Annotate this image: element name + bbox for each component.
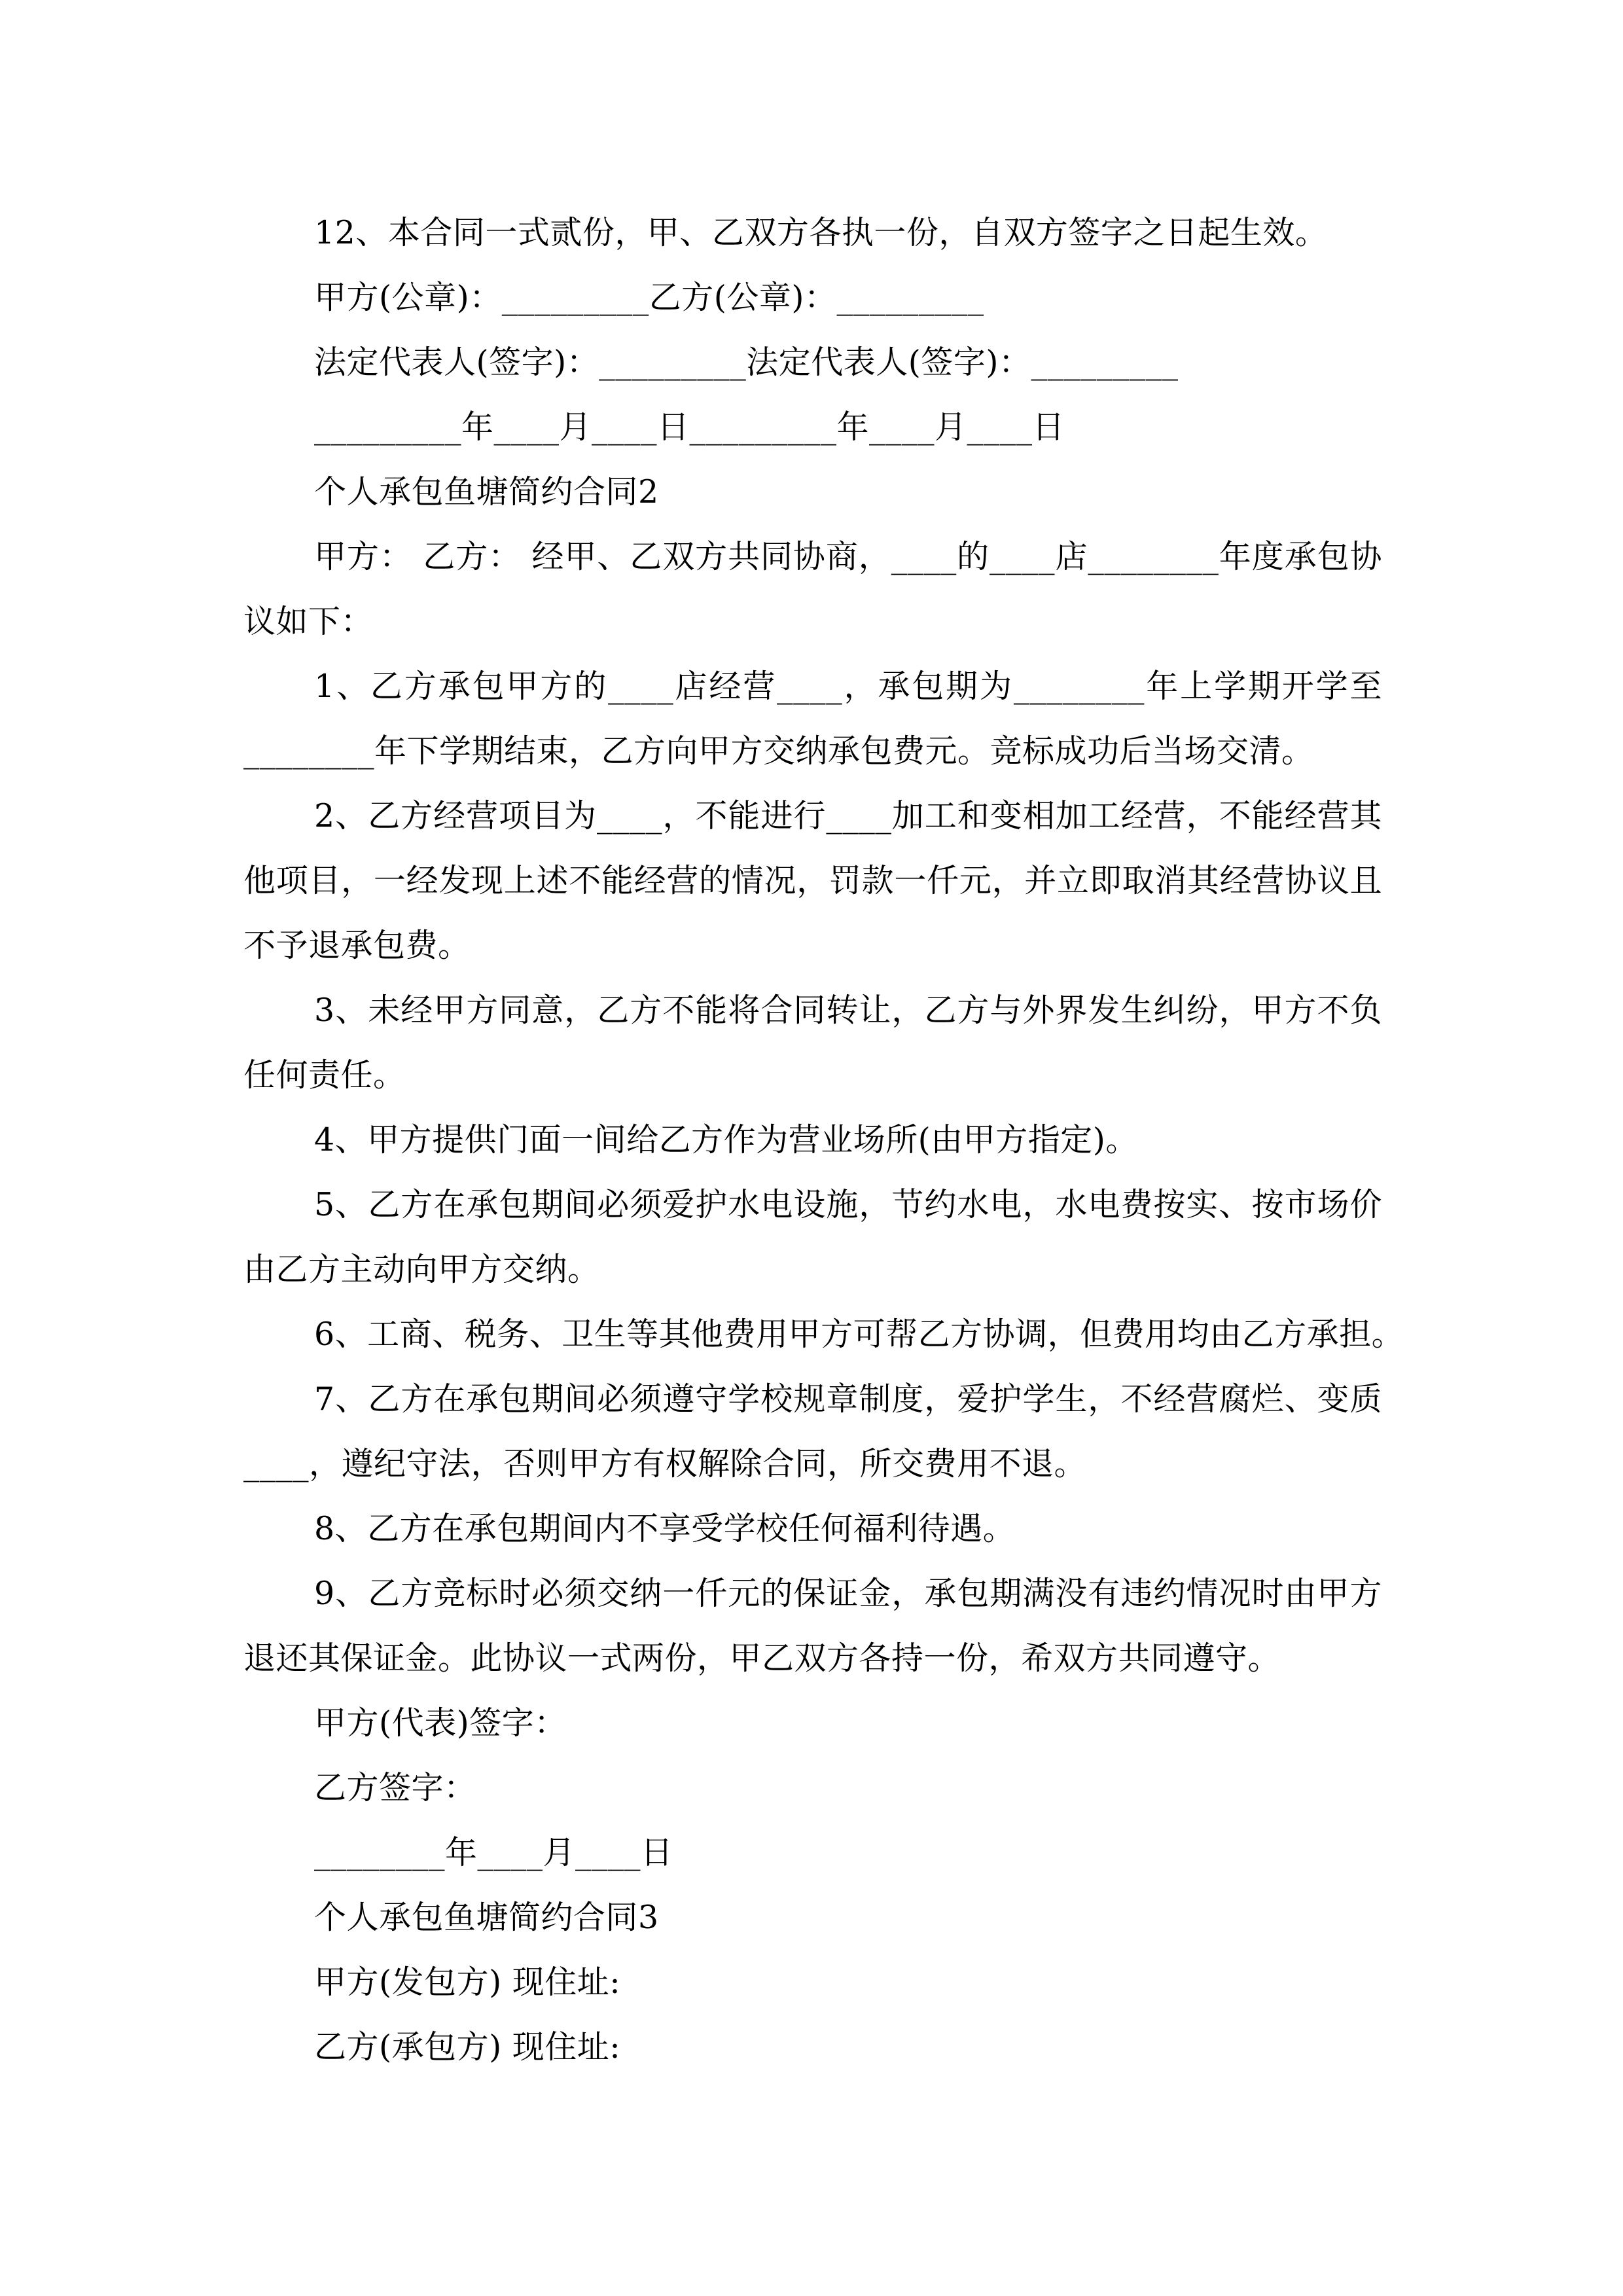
- party-a-address: 甲方(发包方) 现住址:: [314, 1964, 621, 2001]
- clause-9: 9、乙方竞标时必须交纳一仟元的保证金，承包期满没有违约情况时由甲方退还其保证金。此协议一式两份，甲乙双方各持一份，希双方共同遵守。: [243, 1575, 1382, 1677]
- contract-3-title: 个人承包鱼塘简约合同3: [314, 1899, 659, 1936]
- clause-8: 8、乙方在承包期间内不享受学校任何福利待遇。: [314, 1510, 1016, 1547]
- clause-5: 5、乙方在承包期间必须爱护水电设施，节约水电，水电费按实、按市场价由乙方主动向甲方交纳。: [243, 1186, 1382, 1288]
- clause-2: 2、乙方经营项目为____，不能进行____加工和变相加工经营，不能经营其他项目，一经发现上述不能经营的情况，罚款一仟元，并立即取消其经营协议且不予退承包费。: [243, 797, 1382, 964]
- date-line: _________年____月____日_________年____月____日: [314, 408, 1065, 446]
- contract-2-intro: 甲方： 乙方： 经甲、乙双方共同协商，____的____店________年度承包协议如下：: [243, 538, 1382, 640]
- document-body: [243, 200, 1404, 2079]
- representative-signature-line: 法定代表人(签字)：_________法定代表人(签字)：_________: [314, 344, 1179, 381]
- signature-date: ________年____月____日: [314, 1834, 673, 1871]
- clause-12: 12、本合同一式贰份，甲、乙双方各执一份，自双方签字之日起生效。: [314, 214, 1328, 251]
- contract-2-title: 个人承包鱼塘简约合同2: [314, 473, 659, 511]
- clause-4: 4、甲方提供门面一间给乙方作为营业场所(由甲方指定)。: [314, 1121, 1138, 1158]
- seal-signature-line: 甲方(公章)：_________乙方(公章)：_________: [314, 279, 984, 316]
- party-b-signature: 乙方签字：: [314, 1769, 476, 1806]
- clause-7: 7、乙方在承包期间必须遵守学校规章制度，爱护学生，不经营腐烂、变质____，遵纪守法，否则甲方有权解除合同，所交费用不退。: [243, 1380, 1382, 1482]
- clause-1: 1、乙方承包甲方的____店经营____，承包期为________年上学期开学至________年下学期结束，乙方向甲方交纳承包费元。竞标成功后当场交清。: [243, 668, 1382, 770]
- clause-6: 6、工商、税务、卫生等其他费用甲方可帮乙方协调，但费用均由乙方承担。: [314, 1316, 1404, 1353]
- clause-3: 3、未经甲方同意，乙方不能将合同转让，乙方与外界发生纠纷，甲方不负任何责任。: [243, 992, 1382, 1094]
- party-a-signature: 甲方(代表)签字：: [314, 1704, 567, 1742]
- party-b-address: 乙方(承包方) 现住址:: [314, 2028, 621, 2066]
